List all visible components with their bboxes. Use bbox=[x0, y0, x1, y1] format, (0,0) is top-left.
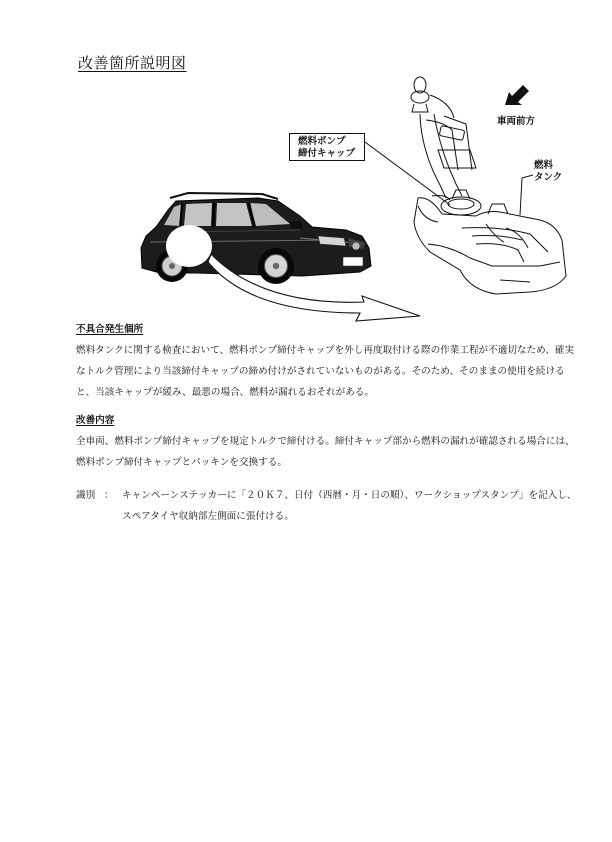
repair-illustration bbox=[0, 0, 612, 330]
improvement-heading: 改善内容 bbox=[76, 415, 115, 426]
pump-label-line1: 燃料ポンプ bbox=[298, 136, 346, 147]
identification-label: 識別 bbox=[76, 490, 96, 501]
vehicle-front-arrow-icon bbox=[505, 85, 529, 105]
identification-colon: ： bbox=[104, 490, 114, 501]
defect-body: 燃料タンクに関する検査において、燃料ポンプ締付キャップを外し再度取付ける際の作業工程が不適切なため、確実なトルク管理により当該締付キャップの締め付けがされていないものがある。そのため、そのままの使用を続けると、当該キャップが緩み、最悪の場合、燃料が漏れるおそれがある。 bbox=[76, 345, 575, 398]
fuel-tank-label bbox=[534, 160, 562, 184]
tank-leader-line bbox=[520, 175, 533, 215]
identification-body: キャンペーンステッカーに「２０Ｋ７、日付（西暦・月・日の順）、ワークショップスタンプ」を記入し、スペアタイヤ収納部左側面に張付ける。 bbox=[122, 490, 577, 522]
car-image bbox=[141, 193, 371, 284]
page-title: 改善箇所説明図 bbox=[78, 54, 187, 72]
pump-label-line2: 締付キャップ bbox=[298, 148, 356, 159]
vehicle-front-label: 車両前方 bbox=[497, 116, 536, 127]
fuel-tank-diagram bbox=[411, 77, 566, 294]
defect-heading: 不具合発生個所 bbox=[76, 324, 144, 335]
pump-leader-line bbox=[365, 142, 450, 205]
improvement-body: 全車両、燃料ポンプ締付キャップを規定トルクで締付ける。締付キャップ部から燃料の漏れが確認される場合には、燃料ポンプ締付キャップとパッキンを交換する。 bbox=[76, 436, 575, 468]
defect-section bbox=[76, 319, 576, 403]
fuel-pump-cap-callout bbox=[289, 133, 365, 161]
tank-label-line1: 燃料 bbox=[534, 160, 554, 171]
tank-label-line2: タンク bbox=[534, 172, 563, 183]
improvement-section bbox=[76, 410, 576, 473]
